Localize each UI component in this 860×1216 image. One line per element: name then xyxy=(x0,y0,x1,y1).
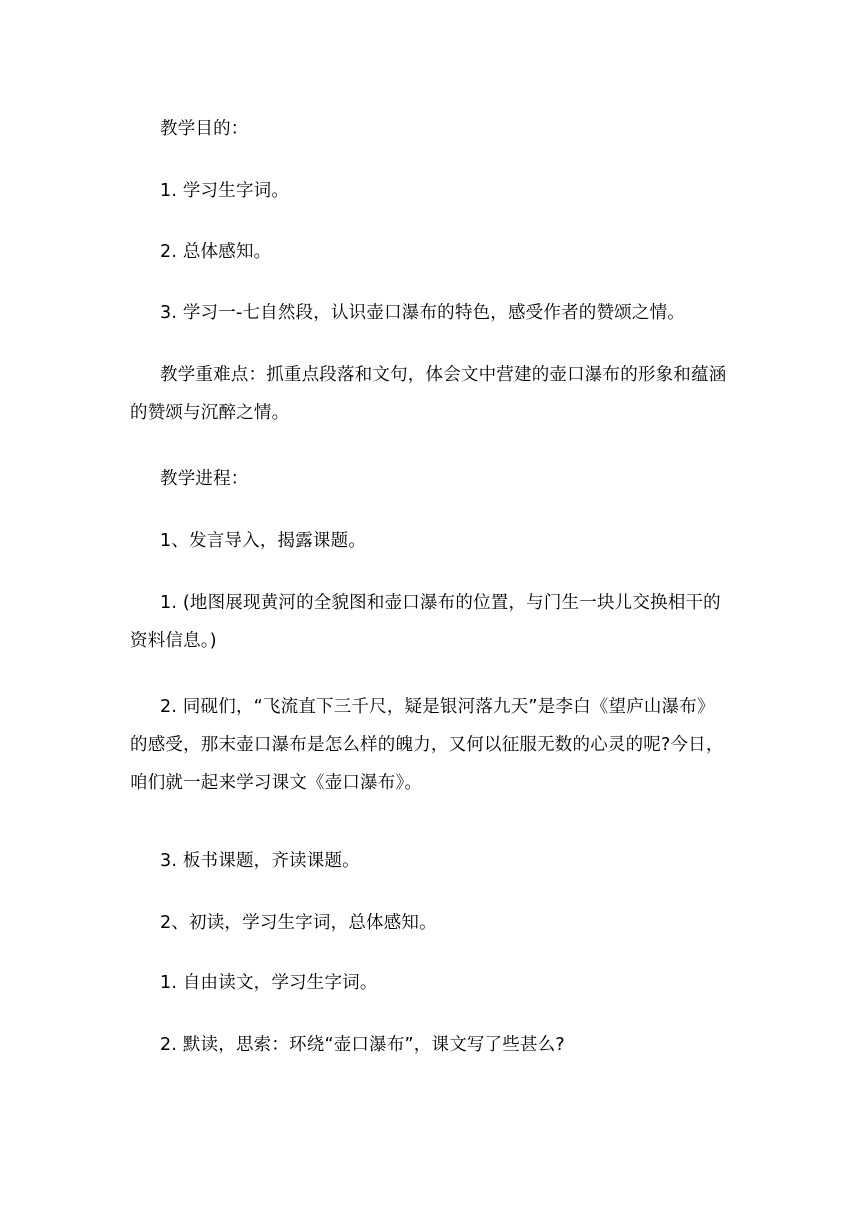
text-line: 1. 自由读文，学习生字词。 xyxy=(160,973,378,993)
text-line: 教学目的： xyxy=(160,119,249,139)
text-line: 教学进程： xyxy=(160,469,249,489)
text-line: 1. 学习生字词。 xyxy=(160,181,290,201)
paragraph-step-2-intro xyxy=(130,688,730,802)
text-line: 资料信息。) xyxy=(130,631,217,651)
text-line: 教学重难点：抓重点段落和文句，体会文中营建的壶口瀑布的形象和蕴涵 xyxy=(160,365,727,385)
paragraph-key-difficulties xyxy=(130,356,730,432)
text-line: 的感受，那末壶口瀑布是怎么样的魄力，又何以征服无数的心灵的呢?今日， xyxy=(130,735,724,755)
paragraph-section-2 xyxy=(130,904,730,942)
paragraph-goal-2 xyxy=(130,233,730,271)
text-line: 1. (地图展现黄河的全貌图和壶口瀑布的位置，与门生一块儿交换相干的 xyxy=(160,593,721,613)
text-line: 1、发言导入，揭露课题。 xyxy=(160,531,367,551)
text-line: 3. 板书课题，齐读课题。 xyxy=(160,851,360,871)
paragraph-goal-1 xyxy=(130,172,730,210)
text-line: 2. 默读，思索：环绕“壶口瀑布”，课文写了些甚么? xyxy=(160,1035,565,1055)
text-line: 2、初读，学习生字词，总体感知。 xyxy=(160,913,437,933)
paragraph-goal-3 xyxy=(130,294,730,332)
text-line: 的赞颂与沉醉之情。 xyxy=(130,403,290,423)
text-line: 咱们就一起来学习课文《壶口瀑布》。 xyxy=(130,773,423,793)
paragraph-step-3-title xyxy=(130,842,730,880)
text-line: 2. 总体感知。 xyxy=(160,242,272,262)
paragraph-teaching-process-heading xyxy=(130,460,730,498)
paragraph-silent-read xyxy=(130,1026,730,1064)
text-line: 3. 学习一-七自然段，认识壶口瀑布的特色，感受作者的赞颂之情。 xyxy=(160,303,685,323)
paragraph-section-1 xyxy=(130,522,730,560)
paragraph-read-freely xyxy=(130,964,730,1002)
paragraph-teaching-goals-heading xyxy=(130,110,730,148)
text-line: 2. 同砚们，“飞流直下三千尺，疑是银河落九天”是李白《望庐山瀑布》 xyxy=(160,697,715,717)
paragraph-step-1-map xyxy=(130,584,730,660)
